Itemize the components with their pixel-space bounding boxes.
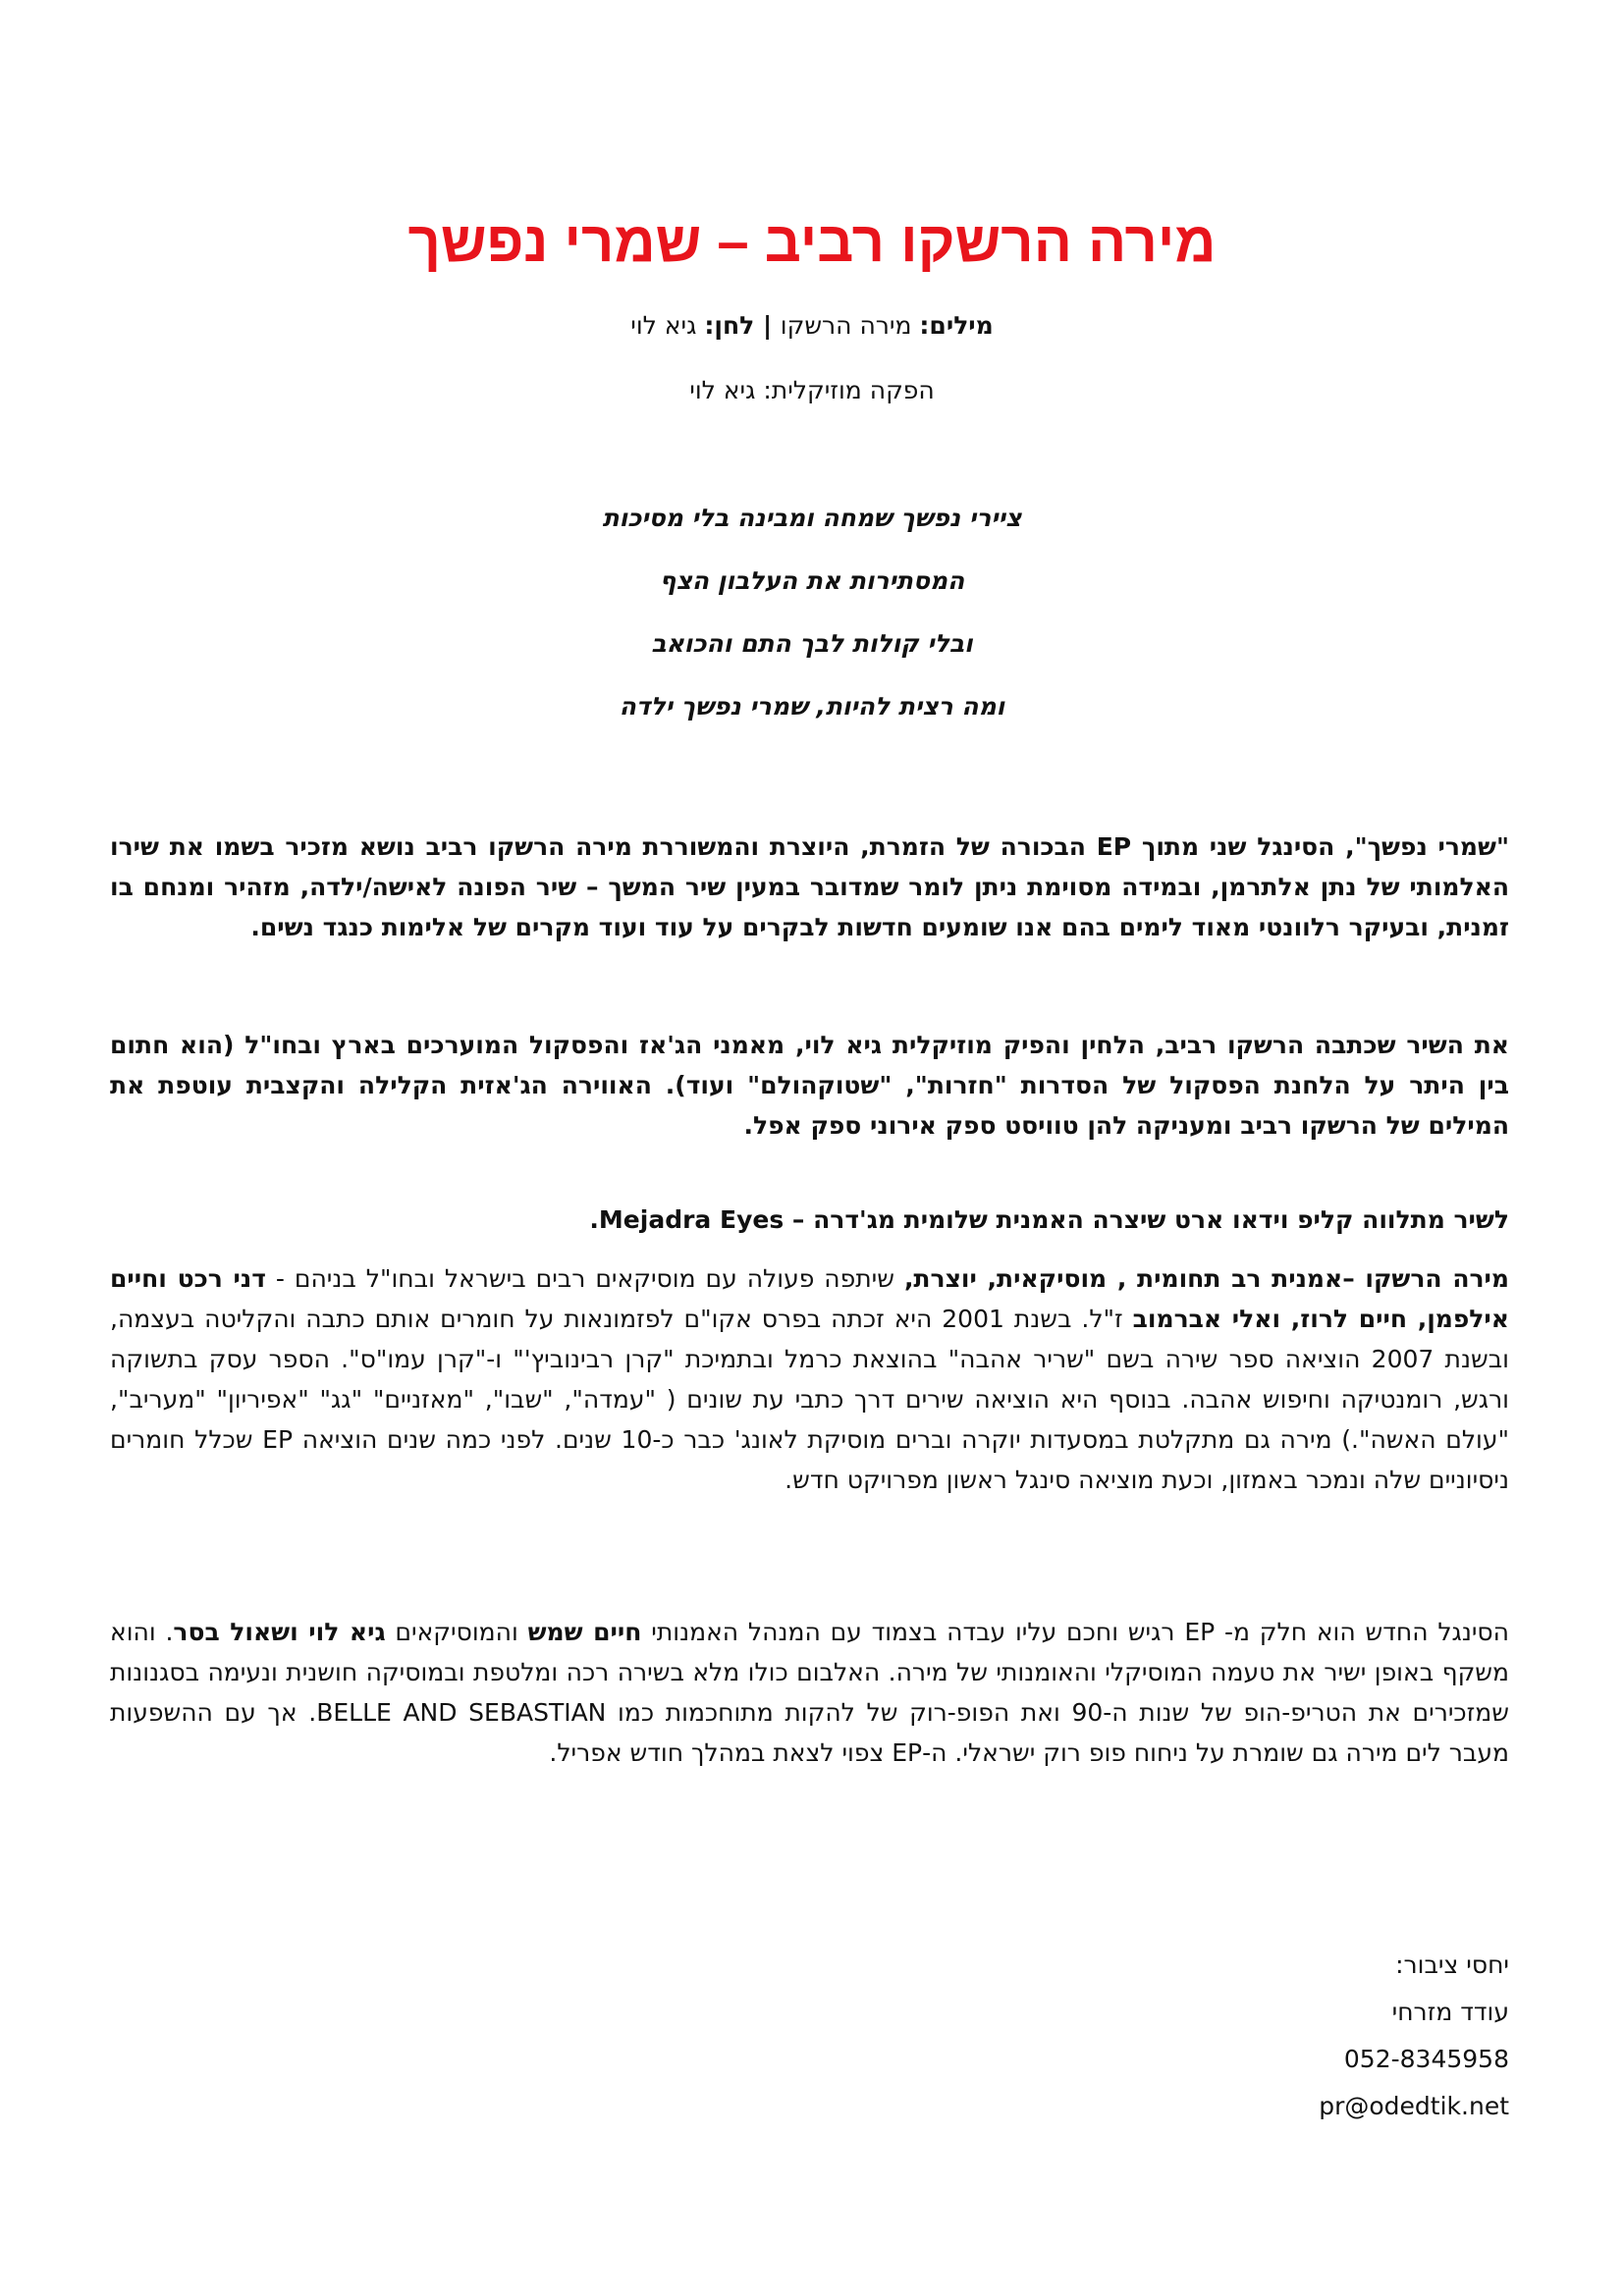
single-text-c: . והוא משקף באופן ישיר את טעמה המוסיקלי והאומנותי של מירה. האלבום כולו מלא בשירה רכה ומלטפת ובמוסיקה חושנית ונעימה בסגנונות שמזכירים את הטריפ-הופ של שנות ה-90 ואת הפופ-רוק של להקות מתוחכמות כמו BELLE AND SEBASTIAN. אך עם ההשפעות מעבר לים מירה גם שומרת על ניחוח פופ רוק ישראלי. ה-EP צפוי לצאת במהלך חודש אפריל. xyxy=(110,1618,1509,1767)
bio-text-a: שיתפה פעולה עם מוסיקאים רבים בישראל ובחו"ל בניהם - xyxy=(265,1264,904,1293)
single-text-b: והמוסיקאים xyxy=(385,1618,528,1646)
paragraph-single xyxy=(110,1612,1509,1773)
bio-text-b: ז"ל. בשנת 2001 היא זכתה בפרס אקו"ם לפזמונאות על חומרים אותם כתבה והקליטה בעצמה, ובשנת 2007 הוציאה ספר שירה בשם "שריר אהבה" בהוצאת כרמל ובתמיכת "קרן רבינוביץ'" ו-"קרן עמו"ס". הספר עסק בתשוקה ורגש, רומנטיקה וחיפוש אהבה. בנוסף היא הוציאה שירים דרך כתבי עת שונים ( "עמדה", "שבו", "מאזניים" "גג" "אפיריון" "מעריב", "עולם האשה".) מירה גם מתקלטת במסעדות יוקרה וברים מוסיקת לאונג' כבר כ-10 שנים. לפני כמה שנים הוציאה EP שכלל חומרים ניסיוניים שלה ונמכר באמזון, וכעת מוציאה סינגל ראשון מפרויקט חדש. xyxy=(110,1305,1510,1494)
lyrics-label: מילים: xyxy=(919,311,994,340)
pr-name: עודד מזרחי xyxy=(1391,1998,1509,2026)
song-credits xyxy=(0,308,1624,344)
verse-line: המסתירות את העלבון הצף xyxy=(659,566,965,595)
verse-line: ובלי קולות לבך התם והכואב xyxy=(651,629,973,658)
paragraph-artist-bio xyxy=(110,1258,1509,1500)
bio-bold-intro: מירה הרשקו –אמנית רב תחומית , מוסיקאית, יוצרת, xyxy=(903,1264,1509,1293)
paragraph-composer: את השיר שכתבה הרשקו רביב, הלחין והפיק מוזיקלית גיא לוי, מאמני הג'אז והפסקול המוערכים בארץ ובחו"ל (הוא חתום בין היתר על הלחנת הפסקול של הסדרות "חזרות", "שטוקהולם" ועוד). האווירה הג'אזית הקלילה והקצבית עוטפת את המילים של הרשקו רביב ומעניקה להן טוויסט ספק אירוני ספק אפל. xyxy=(110,1031,1509,1140)
credits-separator: | xyxy=(754,311,781,340)
pr-phone-number: 052-8345958 xyxy=(1343,2045,1509,2073)
paragraph-video: לשיר מתלווה קליפ וידאו ארט שיצרה האמנית שלומית מג'דרה – Mejadra Eyes. xyxy=(589,1205,1509,1234)
page-title: מירה הרשקו רביב – שמרי נפשך xyxy=(407,210,1217,274)
pr-label: יחסי ציבור: xyxy=(1395,1950,1509,1979)
paragraph-intro: "שמרי נפשך", הסינגל שני מתוך EP הבכורה של הזמרת, היוצרת והמשוררת מירה הרשקו רביב נושא מזכיר בשמו את שירו האלמותי של נתן אלתרמן, ובמידה מסוימת ניתן לומר שמדובר במעין שיר המשך – שיר הפונה לאישה/ילדה, מזהיר ומנחם בו זמנית, ובעיקר רלוונטי מאוד לימים בהם אנו שומעים חדשות לבקרים על עוד ועוד מקרים של אלימות כנגד נשים. xyxy=(110,832,1510,941)
pr-contact-block xyxy=(1116,1942,1509,2130)
lyrics-value: מירה הרשקו xyxy=(780,311,920,340)
music-label: לחן: xyxy=(704,311,755,340)
single-text-a: הסינגל החדש הוא חלק מ- EP רגיש וחכם עליו עבדה בצמוד עם המנהל האמנותי xyxy=(641,1618,1509,1646)
single-bold-musicians: גיא לוי ושאול בסר xyxy=(173,1618,386,1646)
pr-email xyxy=(1116,2083,1509,2130)
pr-phone xyxy=(1116,2036,1509,2083)
bio-bold-names: דני רכט וחיים אילפמן, חיים לרוז, ואלי אברמוב xyxy=(110,1264,1509,1333)
production-credit: הפקה מוזיקלית: גיא לוי xyxy=(689,376,935,404)
lyrics-excerpt xyxy=(0,501,1624,752)
single-bold-director: חיים שמש xyxy=(527,1618,642,1646)
music-value: גיא לוי xyxy=(630,311,705,340)
pr-email-address: pr@odedtik.net xyxy=(1319,2092,1509,2120)
verse-line: ציירי נפשך שמחה ומבינה בלי מסיכות xyxy=(602,504,1022,532)
verse-line: ומה רצית להיות, שמרי נפשך ילדה xyxy=(619,692,1005,721)
